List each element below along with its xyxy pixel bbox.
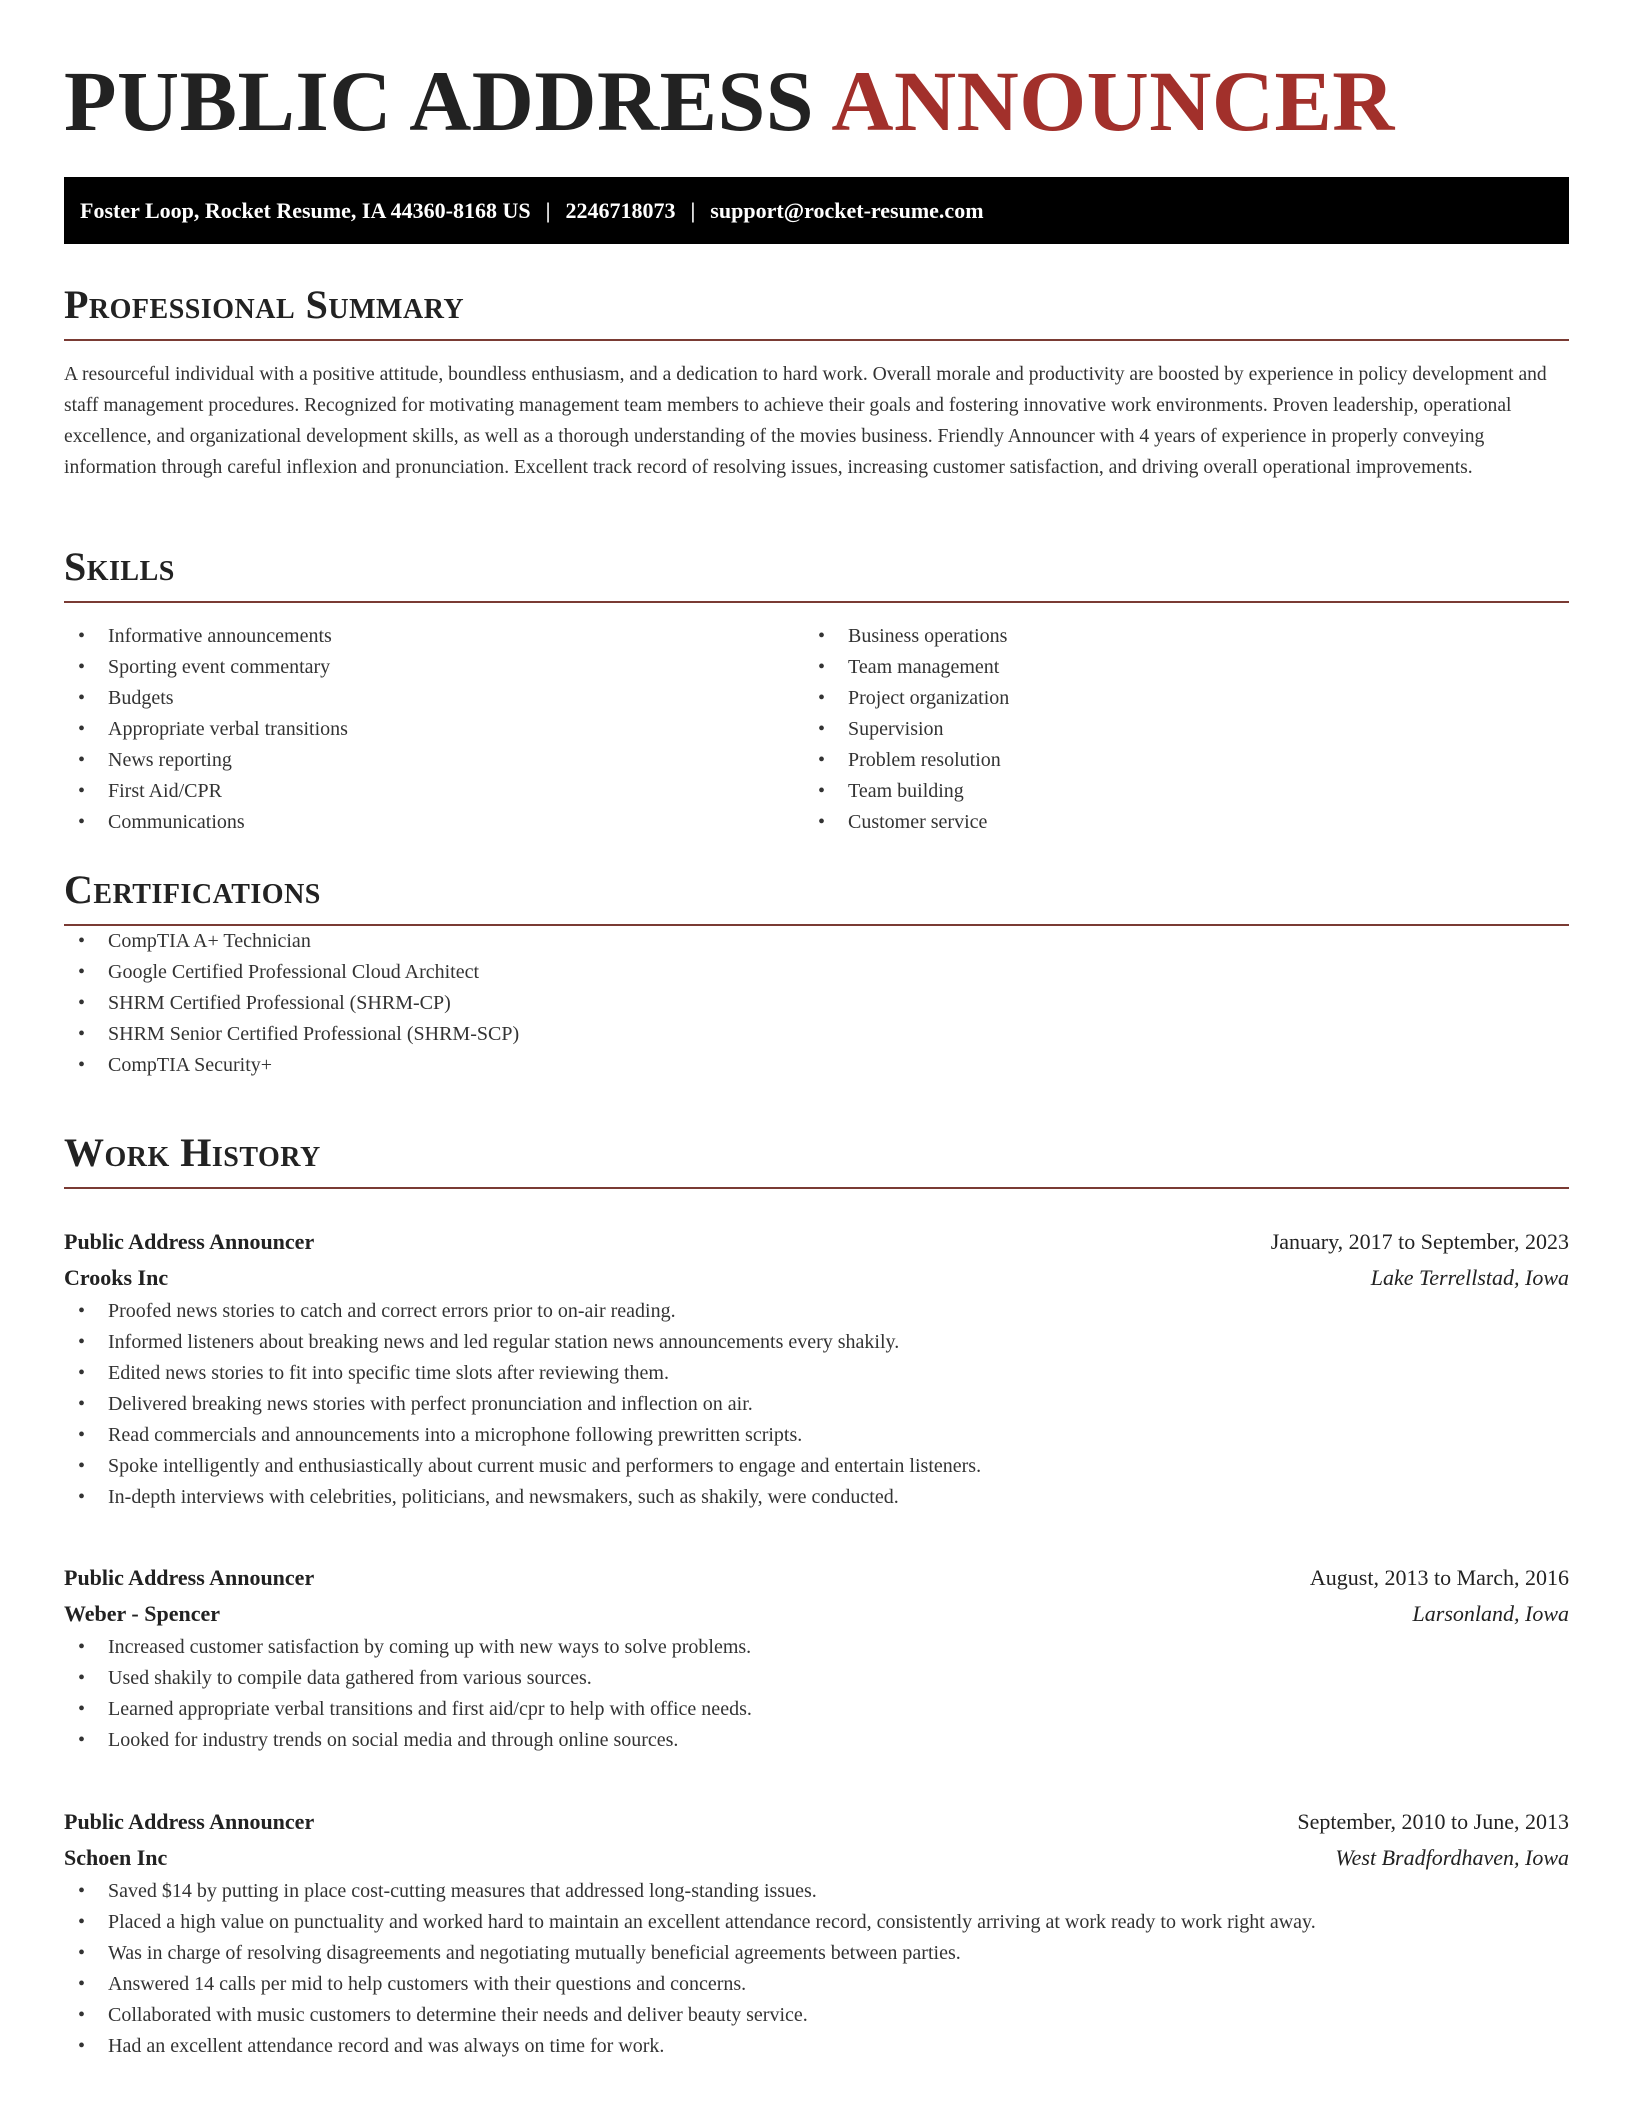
- skills-list-left: [64, 621, 804, 838]
- contact-separator: |: [545, 198, 551, 223]
- skill-item: • Informative announcements: [64, 621, 804, 652]
- job-duty: • Had an excellent attendance record and was always on time for work.: [64, 2031, 1569, 2062]
- job-duty: • Read commercials and announcements into a microphone following prewritten scripts.: [64, 1420, 1569, 1451]
- certifications-title: Certifications: [64, 867, 321, 912]
- contact-phone: 2246718073: [565, 198, 676, 223]
- job-dates: September, 2010 to June, 2013: [1297, 1809, 1569, 1834]
- job-duties-list: [64, 1632, 1569, 1756]
- contact-separator: |: [690, 198, 696, 223]
- job-title: Public Address Announcer: [64, 1565, 315, 1590]
- job-duty: • Was in charge of resolving disagreements and negotiating mutually beneficial agreements between parties.: [64, 1938, 1569, 1969]
- work-history-title: Work History: [64, 1130, 321, 1175]
- job-location: Larsonland, Iowa: [1412, 1601, 1569, 1626]
- job-title: Public Address Announcer: [64, 1229, 315, 1254]
- job-dates: January, 2017 to September, 2023: [1270, 1229, 1569, 1254]
- skill-item: • News reporting: [64, 745, 804, 776]
- work-history-section: [64, 1129, 1569, 1189]
- job-duties-list: [64, 1296, 1569, 1513]
- skill-item: • Supervision: [804, 714, 1544, 745]
- section-divider: [64, 601, 1569, 603]
- skill-item: • Problem resolution: [804, 745, 1544, 776]
- job-location: Lake Terrellstad, Iowa: [1370, 1265, 1569, 1290]
- job-duty: • Collaborated with music customers to determine their needs and deliver beauty service.: [64, 2000, 1569, 2031]
- certification-item: • CompTIA Security+: [64, 1050, 1569, 1081]
- resume-name-heading: [64, 53, 1395, 149]
- skill-item: • Project organization: [804, 683, 1544, 714]
- certifications-list: [64, 926, 1569, 1081]
- job-duties-list: [64, 1876, 1569, 2062]
- skills-grid: [64, 621, 1569, 838]
- skills-title: Skills: [64, 544, 175, 589]
- job-entry: [64, 1804, 1569, 2062]
- job-location: West Bradfordhaven, Iowa: [1335, 1845, 1569, 1870]
- job-company: Crooks Inc: [64, 1265, 169, 1290]
- job-duty: • Learned appropriate verbal transitions and first aid/cpr to help with office needs.: [64, 1694, 1569, 1725]
- section-divider: [64, 339, 1569, 341]
- job-company: Schoen Inc: [64, 1845, 168, 1870]
- section-divider: [64, 1187, 1569, 1189]
- certifications-section: [64, 866, 1569, 1081]
- skill-item: • Communications: [64, 807, 804, 838]
- job-duty: • Proofed news stories to catch and correct errors prior to on-air reading.: [64, 1296, 1569, 1327]
- contact-bar: [64, 177, 1569, 244]
- job-duty: • In-depth interviews with celebrities, politicians, and newsmakers, such as shakily, were conducted.: [64, 1482, 1569, 1513]
- job-duty: • Spoke intelligently and enthusiastically about current music and performers to engage and entertain listeners.: [64, 1451, 1569, 1482]
- certification-item: • Google Certified Professional Cloud Architect: [64, 957, 1569, 988]
- job-company: Weber - Spencer: [64, 1601, 221, 1626]
- job-duty: • Placed a high value on punctuality and worked hard to maintain an excellent attendance record, consistently arriving at work ready to work right away.: [64, 1907, 1569, 1938]
- skill-item: • Appropriate verbal transitions: [64, 714, 804, 745]
- job-duty: • Answered 14 calls per mid to help customers with their questions and concerns.: [64, 1969, 1569, 2000]
- skill-item: • Customer service: [804, 807, 1544, 838]
- certification-item: • CompTIA A+ Technician: [64, 926, 1569, 957]
- job-duty: • Increased customer satisfaction by coming up with new ways to solve problems.: [64, 1632, 1569, 1663]
- job-dates: August, 2013 to March, 2016: [1309, 1565, 1569, 1590]
- summary-title: Professional Summary: [64, 282, 465, 327]
- summary-section: [64, 281, 1569, 483]
- job-title: Public Address Announcer: [64, 1809, 315, 1834]
- job-entry: [64, 1560, 1569, 1756]
- job-duty: • Edited news stories to fit into specific time slots after reviewing them.: [64, 1358, 1569, 1389]
- skill-item: • First Aid/CPR: [64, 776, 804, 807]
- contact-address: Foster Loop, Rocket Resume, IA 44360-8168 US: [80, 198, 531, 223]
- skill-item: • Team building: [804, 776, 1544, 807]
- job-duty: • Informed listeners about breaking news and led regular station news announcements every shakily.: [64, 1327, 1569, 1358]
- job-duty: • Saved $14 by putting in place cost-cutting measures that addressed long-standing issues.: [64, 1876, 1569, 1907]
- skill-item: • Sporting event commentary: [64, 652, 804, 683]
- job-entry: [64, 1224, 1569, 1513]
- skill-item: • Team management: [804, 652, 1544, 683]
- skills-section: [64, 543, 1569, 838]
- certification-item: • SHRM Senior Certified Professional (SHRM-SCP): [64, 1019, 1569, 1050]
- name-first: PUBLIC ADDRESS: [64, 53, 815, 149]
- summary-text: A resourceful individual with a positive attitude, boundless enthusiasm, and a dedication to hard work. Overall morale and productivity are boosted by experience in policy development and staff management procedures. Recognized for motivating management team members to achieve their goals and fostering innovative work environments. Proven leadership, operational excellence, and organizational development skills, as well as a thorough understanding of the movies business. Friendly Announcer with 4 years of experience in properly conveying information through careful inflexion and pronunciation. Excellent track record of resolving issues, increasing customer satisfaction, and driving overall operational improvements.: [64, 364, 1547, 478]
- certification-item: • SHRM Certified Professional (SHRM-CP): [64, 988, 1569, 1019]
- job-duty: • Delivered breaking news stories with perfect pronunciation and inflection on air.: [64, 1389, 1569, 1420]
- skills-list-right: [804, 621, 1544, 838]
- job-duty: • Used shakily to compile data gathered from various sources.: [64, 1663, 1569, 1694]
- name-last: ANNOUNCER: [831, 53, 1395, 149]
- skill-item: • Budgets: [64, 683, 804, 714]
- contact-email: support@rocket-resume.com: [710, 198, 984, 223]
- skill-item: • Business operations: [804, 621, 1544, 652]
- job-duty: • Looked for industry trends on social media and through online sources.: [64, 1725, 1569, 1756]
